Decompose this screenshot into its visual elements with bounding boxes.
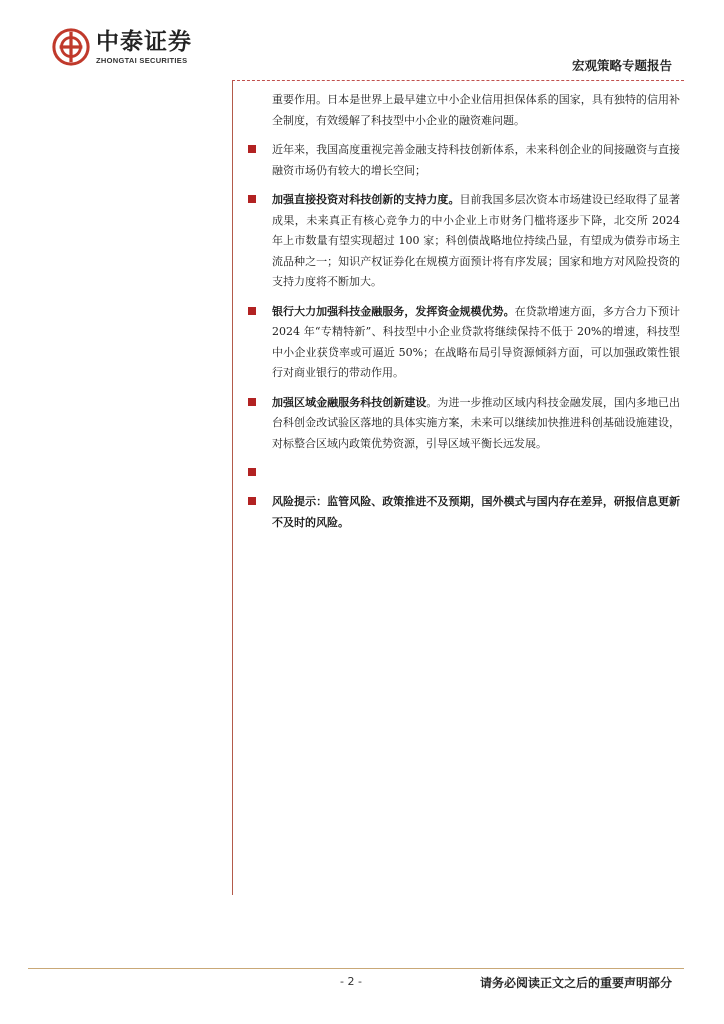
bullet-item — [246, 190, 680, 293]
report-type-label: 宏观策略专题报告 — [571, 58, 672, 73]
bullet-square-icon — [248, 468, 256, 476]
bullet-item — [246, 140, 680, 181]
bullet-heading: 加强直接投资对科技创新的支持力度。 — [272, 193, 460, 206]
logo-en-text: ZHONGTAI SECURITIES — [96, 56, 188, 65]
bullet-square-icon — [248, 497, 256, 505]
bullet-text: 近年来，我国高度重视完善金融支持科技创新体系，未来科创企业的间接融资与直接融资市场仍有较大的增长空间； — [272, 143, 680, 177]
bullet-square-icon — [248, 145, 256, 153]
bullet-item — [246, 302, 680, 384]
logo-cn-text: 中泰证券 — [96, 29, 192, 55]
bullet-heading: 加强区域金融服务科技创新建设 — [272, 395, 427, 409]
bullet-text: 在贷款增速方面，多方合力下预计 2024 年“专精特新”、科技型中小企业贷款将继续保持不低于 20%的增速，科技型中小企业获贷率或可逼近 50%；在战略布局引导资源倾斜方面，可以加强政策性银行对商业银行的带动作用。 — [272, 304, 680, 379]
company-logo — [52, 28, 192, 66]
bullet-square-icon — [248, 195, 256, 203]
bullet-text: 目前我国多层次资本市场建设已经取得了显著成果，未来真正有核心竞争力的中小企业上市财务门槛将逐步下降，北交所 2024 年上市数量有望实现超过 100 家；科创债战略地位持续凸显，有望成为债券市场主流品种之一；知识产权证券化在规模方面预计将有序发展；国家和地方对风险投资的支持力度将不断加大。 — [272, 193, 681, 288]
continuation-paragraph: 重要作用。日本是世界上最早建立中小企业信用担保体系的国家，具有独特的信用补全制度，有效缓解了科技型中小企业的融资难问题。 — [272, 93, 680, 127]
header-divider — [232, 80, 684, 81]
bullet-text: 。为进一步推动区域内科技金融发展，国内多地已出台科创金改试验区落地的具体实施方案，未来可以继续加快推进科创基础设施建设，对标整合区域内政策优势资源，引导区域平衡长远发展。 — [272, 395, 681, 450]
main-content — [246, 90, 680, 542]
footer-divider — [28, 968, 684, 969]
page-number: - 2 - — [340, 975, 362, 988]
bullet-item-empty — [246, 463, 680, 483]
footer-disclaimer: 请务必阅读正文之后的重要声明部分 — [479, 976, 672, 990]
risk-warning — [246, 492, 680, 533]
bullet-item — [246, 393, 680, 455]
bullet-square-icon — [248, 307, 256, 315]
zhongtai-logo-icon — [52, 28, 90, 66]
left-margin-rule — [232, 81, 233, 895]
risk-warning-text: 风险提示：监管风险、政策推进不及预期，国外模式与国内存在差异，研报信息更新不及时的风险。 — [272, 495, 680, 529]
bullet-heading: 银行大力加强科技金融服务，发挥资金规模优势。 — [272, 304, 515, 318]
bullet-square-icon — [248, 398, 256, 406]
